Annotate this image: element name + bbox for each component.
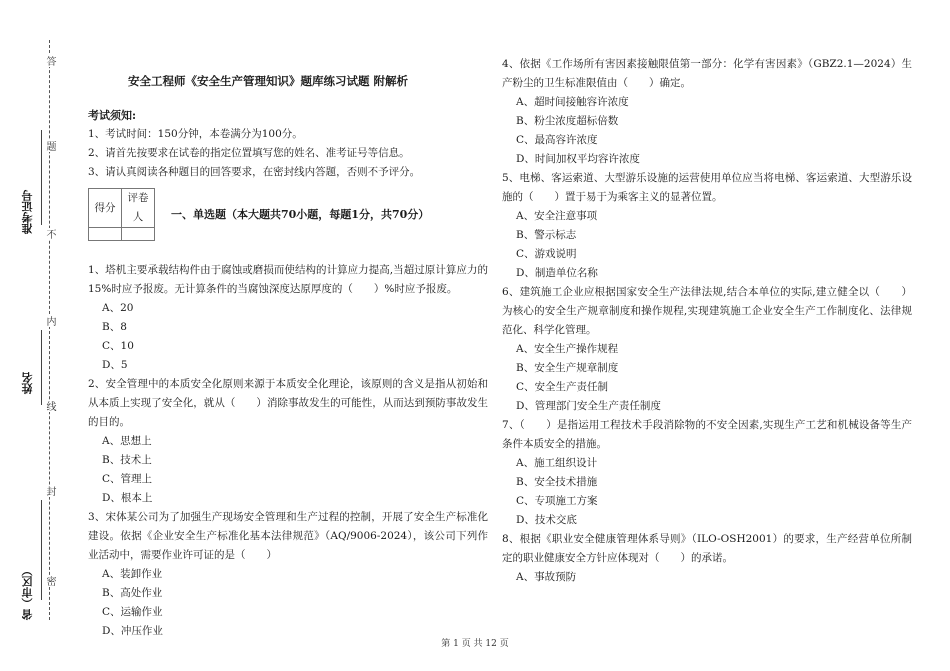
answer-option[interactable]: A、20 — [102, 302, 134, 314]
answer-option[interactable]: A、事故预防 — [516, 571, 577, 583]
answer-option[interactable]: D、管理部门安全生产责任制度 — [516, 400, 661, 412]
seal-char: 封 — [44, 486, 55, 496]
question-7 — [502, 416, 912, 530]
question-stem: 4、依据《工作场所有害因素接触限值第一部分：化学有害因素》（GBZ2.1—2024）生产粉尘的卫生标准限值由（ ）确定。 — [502, 58, 912, 89]
question-1 — [88, 261, 488, 375]
question-stem: 8、根据《职业安全健康管理体系导则》（ILO-OSH2001）的要求，生产经营单位所制定的职业健康安全方针应体现对（ ）的承诺。 — [502, 533, 912, 564]
field-line-exam-number[interactable] — [41, 130, 42, 225]
answer-option[interactable]: B、粉尘浓度超标倍数 — [516, 115, 619, 127]
question-stem: 2、安全管理中的本质安全化原则来源于本质安全化理论，该原则的含义是指从初始和从本质上实现了安全化，就从（ ）消除事故发生的可能性，从而达到预防事故发生的目的。 — [88, 378, 488, 428]
answer-option[interactable]: C、游戏说明 — [516, 248, 577, 260]
question-stem: 5、电梯、客运索道、大型游乐设施的运营使用单位应当将电梯、客运索道、大型游乐设施的（ ）置于易于为乘客主义的显著位置。 — [502, 172, 912, 203]
seal-char: 不 — [44, 229, 55, 239]
binding-margin — [0, 0, 62, 671]
notice-item: 3、请认真阅读各种题目的回答要求，在密封线内答题，否则不予评分。 — [88, 166, 421, 178]
answer-option[interactable]: B、安全生产规章制度 — [516, 362, 619, 374]
answer-option[interactable]: B、高处作业 — [102, 587, 163, 599]
answer-option[interactable]: A、安全生产操作规程 — [516, 343, 619, 355]
answer-option[interactable]: A、思想上 — [102, 435, 152, 447]
answer-option[interactable]: D、5 — [102, 359, 128, 371]
field-line-province[interactable] — [41, 500, 42, 600]
answer-option[interactable]: C、10 — [102, 340, 134, 352]
question-stem: 3、宋体某公司为了加强生产现场安全管理和生产过程的控制，开展了安全生产标准化建设。依据《企业安全生产标准化基本法律规范》（AQ/9006-2024），该公司下列作业活动中，需要作业许可证的是（ ） — [88, 511, 488, 561]
answer-option[interactable]: D、技术交底 — [516, 514, 577, 526]
answer-option[interactable]: C、安全生产责任制 — [516, 381, 609, 393]
notice-heading: 考试须知: — [88, 109, 137, 122]
score-row — [88, 188, 488, 241]
answer-option[interactable]: A、安全注意事项 — [516, 210, 598, 222]
answer-option[interactable]: B、技术上 — [102, 454, 152, 466]
seal-char: 线 — [44, 401, 55, 411]
seal-char: 题 — [44, 141, 55, 151]
answer-option[interactable]: D、冲压作业 — [102, 625, 163, 637]
score-box — [88, 188, 155, 241]
question-2 — [88, 375, 488, 508]
seal-dashed-line — [49, 40, 50, 620]
right-column — [502, 55, 912, 587]
seal-char: 密 — [44, 576, 55, 586]
section-title: 一、单选题（本大题共70小题，每题1分，共70分） — [171, 208, 430, 221]
answer-option[interactable]: D、制造单位名称 — [516, 267, 598, 279]
notice-item: 2、请首先按要求在试卷的指定位置填写您的姓名、准考证号等信息。 — [88, 147, 410, 159]
answer-option[interactable]: C、管理上 — [102, 473, 153, 485]
field-line-name[interactable] — [41, 330, 42, 405]
seal-char: 内 — [44, 316, 55, 326]
page-title: 安全工程师《安全生产管理知识》题库练习试题 附解析 — [128, 74, 409, 88]
answer-option[interactable]: C、最高容许浓度 — [516, 134, 598, 146]
seal-char: 答 — [44, 56, 55, 66]
left-column — [88, 72, 488, 641]
answer-option[interactable]: C、运输作业 — [102, 606, 163, 618]
notice-item: 1、考试时间：150分钟，本卷满分为100分。 — [88, 128, 303, 140]
answer-option[interactable]: A、超时间接触容许浓度 — [516, 96, 629, 108]
grader-label: 评卷人 — [122, 189, 155, 228]
answer-option[interactable]: D、根本上 — [102, 492, 153, 504]
answer-option[interactable]: B、安全技术措施 — [516, 476, 598, 488]
score-label: 得分 — [89, 189, 122, 228]
question-6 — [502, 283, 912, 416]
question-4 — [502, 55, 912, 169]
field-label-province: 省（市区） — [21, 565, 34, 620]
question-3 — [88, 508, 488, 641]
question-8 — [502, 530, 912, 587]
question-stem: 6、建筑施工企业应根据国家安全生产法律法规,结合本单位的实际,建立健全以（ ）为核心的安全生产规章制度和操作规程,实现建筑施工企业安全生产工作制度化、法律规范化、科学化管理。 — [502, 286, 912, 336]
answer-option[interactable]: C、专项施工方案 — [516, 495, 598, 507]
answer-option[interactable]: A、施工组织设计 — [516, 457, 598, 469]
answer-option[interactable]: D、时间加权平均容许浓度 — [516, 153, 640, 165]
question-5 — [502, 169, 912, 283]
answer-option[interactable]: B、8 — [102, 321, 127, 333]
answer-option[interactable]: B、警示标志 — [516, 229, 577, 241]
grader-cell[interactable] — [122, 228, 155, 241]
score-cell[interactable] — [89, 228, 122, 241]
field-label-exam-number: 准考证号 — [21, 190, 34, 234]
page-footer: 第 1 页 共 12 页 — [441, 639, 509, 649]
question-stem: 7、（ ）是指运用工程技术手段消除物的不安全因素,实现生产工艺和机械设备等生产条件本质安全的措施。 — [502, 419, 912, 450]
question-stem: 1、塔机主要承载结构件由于腐蚀或磨损而使结构的计算应力提高,当超过原计算应力的15%时应予报废。无计算条件的当腐蚀深度达原厚度的（ ）%时应予报废。 — [88, 264, 488, 295]
field-label-name: 姓名 — [21, 372, 34, 394]
answer-option[interactable]: A、装卸作业 — [102, 568, 163, 580]
